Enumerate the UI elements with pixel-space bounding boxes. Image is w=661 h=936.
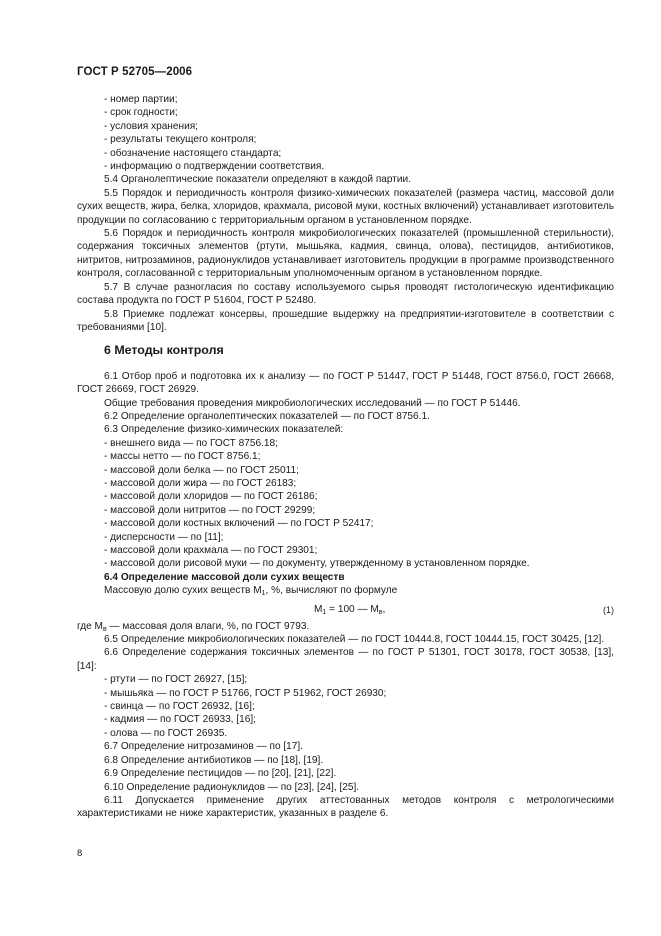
formula-where: где $М_в$ — массовая доля влаги, %, по ГОСТ 9793. [77, 620, 310, 633]
list-item: - массовой доли хлоридов — по ГОСТ 26186; [104, 491, 318, 503]
clause-6-9: 6.9 Определение пестицидов — по [20], [21], [22]. [104, 768, 337, 780]
list-item: - информацию о подтверждении соответствия. [104, 161, 325, 173]
list-item: - срок годности; [104, 107, 178, 119]
list-item: - массовой доли нитритов — по ГОСТ 29299; [104, 504, 316, 516]
clause-5-4: 5.4 Органолептические показатели определяют в каждой партии. [104, 174, 411, 186]
list-item: - внешнего вида — по ГОСТ 8756.18; [104, 437, 278, 449]
clause-6-2: 6.2 Определение органолептических показателей — по ГОСТ 8756.1. [104, 410, 430, 422]
list-item: - массовой доли костных включений — по ГОСТ Р 52417; [104, 518, 374, 530]
list-item: - мышьяка — по ГОСТ Р 51766, ГОСТ Р 51962, ГОСТ 26930; [104, 687, 387, 699]
clause-6-6: 6.6 Определение содержания токсичных элементов — по ГОСТ Р 51301, ГОСТ 30178, ГОСТ 30538, [13], [14]: [77, 647, 614, 672]
formula-1 [77, 601, 614, 619]
list-item: - массовой доли белка — по ГОСТ 25011; [104, 464, 299, 476]
clause-6-1-general: Общие требования проведения микробиологических исследований — по ГОСТ Р 51446. [104, 397, 521, 409]
clause-6-8: 6.8 Определение антибиотиков — по [18], [19]. [104, 754, 324, 766]
list-item: - результаты текущего контроля; [104, 134, 257, 146]
clause-5-5: 5.5 Порядок и периодичность контроля физико-химических показателей (размера частиц, массовой доли сухих веществ, жира, белка, хлоридов, крахмала, рисовой муки, костных включений) устанавливает изготовитель продукции по согласованию с территориальным органом в установленном порядке. [77, 187, 614, 226]
list-item: - условия хранения; [104, 120, 198, 132]
standard-header: ГОСТ Р 52705—2006 [77, 66, 193, 78]
clause-5-8: 5.8 Приемке подлежат консервы, прошедшие выдержку на предприятии-изготовителе в соответствии с требованиями [10]. [77, 308, 614, 333]
clause-6-1: 6.1 Отбор проб и подготовка их к анализу — по ГОСТ Р 51447, ГОСТ Р 51448, ГОСТ 8756.0, ГОСТ 26668, ГОСТ 26669, ГОСТ 26929. [77, 370, 614, 396]
list-item: - олова — по ГОСТ 26935. [104, 727, 228, 739]
list-item: - ртути — по ГОСТ 26927, [15]; [104, 674, 248, 686]
clause-6-11: 6.11 Допускается применение других аттестованных методов контроля с метрологическими характеристиками не ниже характеристик, указанных в разделе 6. [77, 794, 614, 820]
list-item: - массовой доли рисовой муки — по документу, утвержденному в установленном порядке. [104, 558, 530, 570]
list-item: - номер партии; [104, 94, 178, 105]
page-number: 8 [77, 848, 83, 859]
formula-number: (1) [603, 604, 614, 615]
list-item: - массовой доли крахмала — по ГОСТ 29301; [104, 545, 318, 556]
clause-5-6: 5.6 Порядок и периодичность контроля микробиологических показателей (промышленной стерильности), содержания токсичных элементов (ртути, мышьяка, кадмия, свинца, олова), пестицидов, антибиотиков, нитритов, нитрозаминов, радионуклидов устанавливает изготовитель продукции в программе производственного контроля, согласованной с территориальным уполномоченным органом в установленном порядке. [77, 228, 614, 280]
formula-expression: $М_1 = 100$ — $М_в$, [314, 603, 386, 616]
list-item: - массовой доли жира — по ГОСТ 26183; [104, 477, 297, 489]
clause-6-4-title: 6.4 Определение массовой доли сухих веществ [104, 571, 345, 583]
list-item: - кадмия — по ГОСТ 26933, [16]; [104, 714, 256, 726]
clause-5-7: 5.7 В случае разногласия по составу используемого сырья проводят гистологическую идентификацию состава продукта по ГОСТ Р 51604, ГОСТ Р 52480. [77, 281, 614, 307]
clause-6-3: 6.3 Определение физико-химических показателей: [104, 424, 344, 436]
page-body [77, 93, 614, 821]
section-heading: 6 Методы контроля [104, 343, 224, 358]
clause-6-4-text: Массовую долю сухих веществ $М_1$, %, вычисляют по формуле [104, 585, 398, 598]
list-item: - обозначение настоящего стандарта; [104, 147, 282, 159]
list-item: - дисперсности — по [11]; [104, 531, 224, 543]
list-item: - свинца — по ГОСТ 26932, [16]; [104, 701, 255, 713]
clause-6-7: 6.7 Определение нитрозаминов — по [17]. [104, 741, 304, 753]
clause-6-5: 6.5 Определение микробиологических показателей — по ГОСТ 10444.8, ГОСТ 10444.15, ГОСТ 30425, [12]. [104, 634, 605, 646]
list-item: - массы нетто — по ГОСТ 8756.1; [104, 451, 261, 463]
clause-6-10: 6.10 Определение радионуклидов — по [23], [24], [25]. [104, 781, 360, 793]
